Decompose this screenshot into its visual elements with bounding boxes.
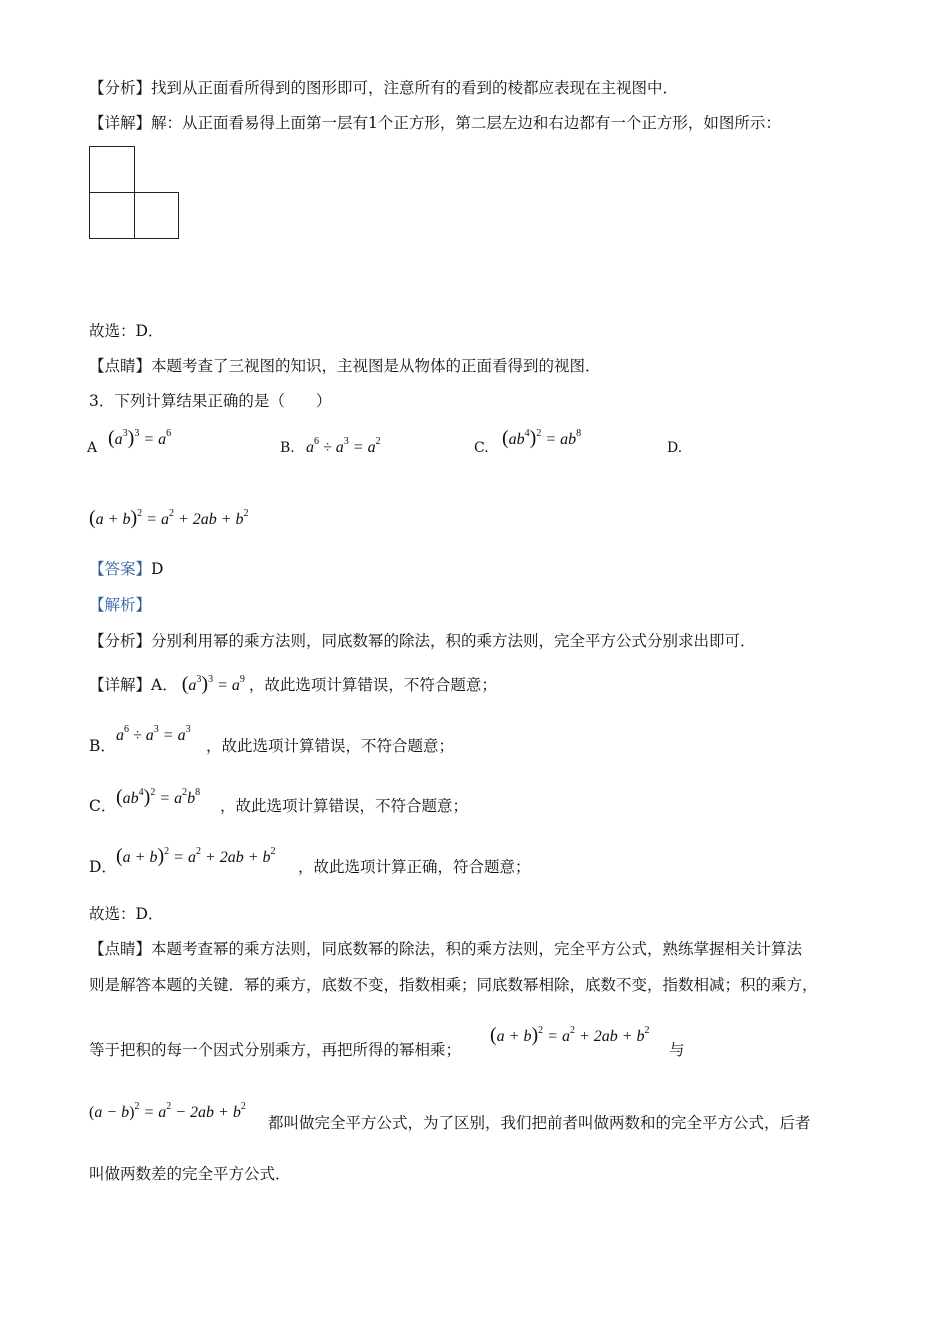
analysis-text: 找到从正面看所得到的图形即可，注意所有的看到的棱都应表现在主视图中． bbox=[151, 79, 679, 97]
choice-line: 故选：D． bbox=[89, 322, 164, 340]
option-b-label: B. bbox=[280, 440, 295, 456]
detail-tag: 【详解】 bbox=[89, 676, 152, 694]
detail-a-label: A． bbox=[151, 676, 178, 694]
detail-d-text: ，故此选项计算正确，符合题意； bbox=[298, 858, 531, 876]
analysis-line bbox=[89, 78, 678, 98]
detail-c-text: ，故此选项计算错误，不符合题意； bbox=[220, 797, 469, 815]
comment2-tag: 【点睛】 bbox=[89, 940, 152, 958]
comment2-line4: 都叫做完全平方公式，为了区别，我们把前者叫做两数和的完全平方公式，后者 bbox=[268, 1114, 811, 1132]
comment2-text1: 本题考查幂的乘方法则，同底数幂的除法，积的乘方法则，完全平方公式，熟练掌握相关计算法 bbox=[151, 940, 803, 958]
detail-b-formula: $a^6 \div a^3 = a^3$ bbox=[116, 724, 191, 744]
square-bottom-right bbox=[134, 192, 179, 239]
answer-value: D bbox=[151, 560, 164, 578]
question-stem: 3．下列计算结果正确的是（ ） bbox=[89, 392, 332, 410]
answer-tag: 【答案】 bbox=[89, 560, 152, 578]
square-top bbox=[89, 146, 135, 193]
comment-tag: 【点睛】 bbox=[89, 357, 152, 375]
detail-c-formula: $(ab^4)^2 = a^2b^8$ bbox=[116, 786, 201, 808]
comment-text: 本题考查了三视图的知识，主视图是从物体的正面看得到的视图． bbox=[151, 357, 601, 375]
analysis2-text: 分别利用幂的乘方法则，同底数幂的除法，积的乘方法则，完全平方公式分别求出即可． bbox=[151, 632, 756, 650]
detail-b-text: ，故此选项计算错误，不符合题意； bbox=[206, 737, 455, 755]
detail-line bbox=[89, 113, 781, 133]
comment2-line3-tail: 与 bbox=[669, 1041, 685, 1059]
comment2-line5: 叫做两数差的完全平方公式． bbox=[89, 1165, 291, 1183]
option-d-label: D. bbox=[667, 440, 683, 456]
detail-c-label: C． bbox=[89, 797, 117, 815]
comment2-line2: 则是解答本题的关键．幂的乘方，底数不变，指数相乘；同底数幂相除，底数不变，指数相减；积的乘方， bbox=[89, 976, 818, 994]
comment2-line1 bbox=[89, 939, 802, 959]
formula-diff-square: $(a - b)^2 = a^2 - 2ab + b^2$ bbox=[89, 1101, 246, 1121]
option-a-label: A bbox=[87, 440, 98, 456]
detail-a-formula: $(a^3)^3 = a^9$ bbox=[181, 673, 245, 695]
option-d-formula: $(a + b)^2 = a^2 + 2ab + b^2$ bbox=[89, 507, 249, 529]
analysis2-tag: 【分析】 bbox=[89, 632, 152, 650]
option-c-label: C. bbox=[474, 440, 489, 456]
analysis2-line bbox=[89, 631, 756, 651]
detail-tag: 【详解】 bbox=[89, 114, 152, 132]
answer-line bbox=[89, 559, 163, 579]
detail-d-label: D． bbox=[89, 858, 117, 876]
jiexi-tag: 【解析】 bbox=[89, 596, 152, 614]
detail-text: 解：从正面看易得上面第一层有1个正方形，第二层左边和右边都有一个正方形，如图所示： bbox=[151, 114, 781, 132]
square-bottom-left bbox=[89, 192, 135, 239]
detail-d-formula: $(a + b)^2 = a^2 + 2ab + b^2$ bbox=[116, 845, 276, 867]
option-a-formula: $(a^3)^3 = a^6$ bbox=[108, 427, 172, 449]
comment-line bbox=[89, 356, 601, 376]
comment2-line3: 等于把积的每一个因式分别乘方，再把所得的幂相乘； bbox=[89, 1041, 462, 1059]
detail-b-label: B． bbox=[89, 737, 116, 755]
option-b-formula: $a^6 \div a^3 = a^2$ bbox=[306, 436, 381, 456]
detail-a-line bbox=[89, 675, 497, 696]
analysis-tag: 【分析】 bbox=[89, 79, 152, 97]
choice2-line: 故选：D． bbox=[89, 905, 164, 923]
option-c-formula: $(ab^4)^2 = ab^8$ bbox=[502, 427, 582, 449]
detail-a-text: ，故此选项计算错误，不符合题意； bbox=[248, 676, 497, 694]
formula-sum-square: $(a + b)^2 = a^2 + 2ab + b^2$ bbox=[490, 1024, 650, 1046]
